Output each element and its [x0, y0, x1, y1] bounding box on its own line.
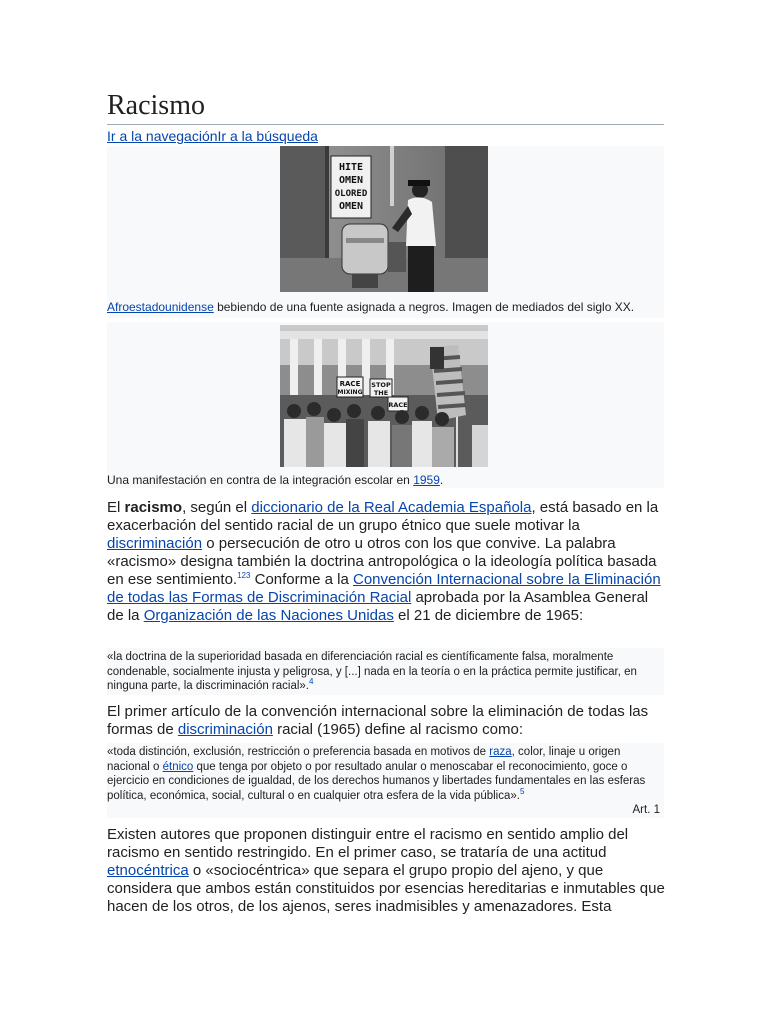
jump-to-search-link[interactable]: Ir a la búsqueda	[217, 128, 318, 144]
figure-2-caption	[107, 473, 443, 488]
quote-convention	[107, 743, 664, 818]
figure-1-caption-text: bebiendo de una fuente asignada a negros. Imagen de mediados del siglo XX.	[213, 300, 635, 314]
figure-2-caption-end: .	[439, 473, 444, 487]
text: Conforme a la	[250, 571, 353, 588]
text: , color, linaje u origen nacional o	[107, 746, 621, 773]
quote-unesco	[107, 648, 664, 695]
protest-sign-2-line-2: THE	[373, 389, 389, 397]
text: o «sociocéntrica» que separa el grupo propio del ajeno, y que considera que ambos están constituidos por esencias hereditarias e inmutables que hacen de los otros, de los ajenos, seres inadmisibles y amenazadores. Esta	[107, 862, 665, 915]
quote-citation: Art. 1	[632, 803, 660, 816]
jump-to-navigation-link[interactable]: Ir a la navegación	[107, 128, 218, 144]
photo-protest-1959[interactable]	[280, 325, 488, 467]
afroestadounidense-link[interactable]: Afroestadounidense	[107, 300, 214, 314]
discriminacion-link[interactable]: discriminación	[107, 535, 203, 552]
etnocentrica-link[interactable]: etnocéntrica	[107, 862, 189, 879]
rae-dictionary-link[interactable]: diccionario de la Real Academia Española	[251, 499, 532, 516]
etnico-link[interactable]: étnico	[162, 760, 194, 773]
text: , está basado en la exacerbación del sentido racial de un grupo étnico que suele motivar la	[107, 499, 659, 534]
protest-sign-3-line-1: RACE	[388, 401, 408, 409]
text: aprobada por la Asamblea General de la	[107, 589, 649, 624]
text: Existen autores que proponen distinguir entre el racismo en sentido amplio del racismo en sentido restringido. En el primer caso, se trataría de una actitud	[107, 826, 629, 861]
reference-1-2-3[interactable]: 123	[237, 571, 251, 580]
text: que tenga por objeto o por resultado anular o menoscabar el reconocimiento, goce o ejercicio en condiciones de igualdad, de los derechos humanos y libertades fundamentales en las esferas política, económica, social, cultural o en cualquier otra esfera de la vida pública».	[107, 760, 646, 802]
photo-protest-1959-image	[280, 325, 488, 467]
figure-1	[107, 146, 664, 318]
photo-water-fountain-image	[280, 146, 488, 292]
text: «toda distinción, exclusión, restricción o preferencia basada en motivos de	[107, 746, 490, 758]
protest-sign-1-line-1: RACE	[339, 380, 361, 388]
year-1959-link[interactable]: 1959	[413, 473, 440, 487]
term-racismo: racismo	[124, 499, 183, 516]
discriminacion-link-2[interactable]: discriminación	[177, 721, 273, 738]
protest-sign-2-line-1: STOP	[371, 381, 391, 389]
figure-1-caption	[107, 300, 634, 315]
photo-water-fountain[interactable]	[280, 146, 488, 292]
sign-line-3: OLORED	[334, 189, 368, 199]
definition-paragraph	[107, 826, 667, 916]
sign-line-2: OMEN	[338, 175, 364, 186]
text: , según el	[182, 499, 252, 516]
sign-line-1: HITE	[338, 162, 364, 173]
jump-links	[107, 127, 318, 145]
reference-4[interactable]: 4	[309, 677, 314, 687]
reference-5[interactable]: 5	[519, 786, 525, 796]
text: El	[107, 499, 125, 516]
figure-2-caption-text: Una manifestación en contra de la integración escolar en	[107, 473, 414, 487]
quote-text: «la doctrina de la superioridad basada en diferenciación racial es científicamente falsa, moralmente condenable, socialmente injusta y peligrosa, y [...] nada en la teoría o en la práctica permite justificar, en ninguna parte, la discriminación racial».	[107, 651, 637, 692]
text: el 21 de diciembre de 1965:	[393, 607, 584, 624]
raza-link[interactable]: raza	[489, 746, 512, 758]
sign-line-4: OMEN	[338, 201, 364, 212]
convention-link[interactable]: Convención Internacional sobre la Eliminación de todas las Formas de Discriminación Racial	[107, 571, 661, 606]
page-title: Racismo	[107, 88, 664, 125]
text: racial (1965) define al racismo como:	[272, 721, 524, 738]
convention-paragraph	[107, 703, 667, 739]
intro-paragraph	[107, 499, 667, 625]
un-organization-link[interactable]: Organización de las Naciones Unidas	[143, 607, 394, 624]
figure-2	[107, 322, 664, 488]
text: o persecución de otro u otros con los que convive. La palabra «racismo» designa también la doctrina antropológica o la ideología política basada en ese sentimiento.	[107, 535, 657, 588]
text: El primer artículo de la convención internacional sobre la eliminación de todas las formas de	[107, 703, 649, 738]
protest-sign-1-line-2: MIXING	[337, 389, 363, 396]
